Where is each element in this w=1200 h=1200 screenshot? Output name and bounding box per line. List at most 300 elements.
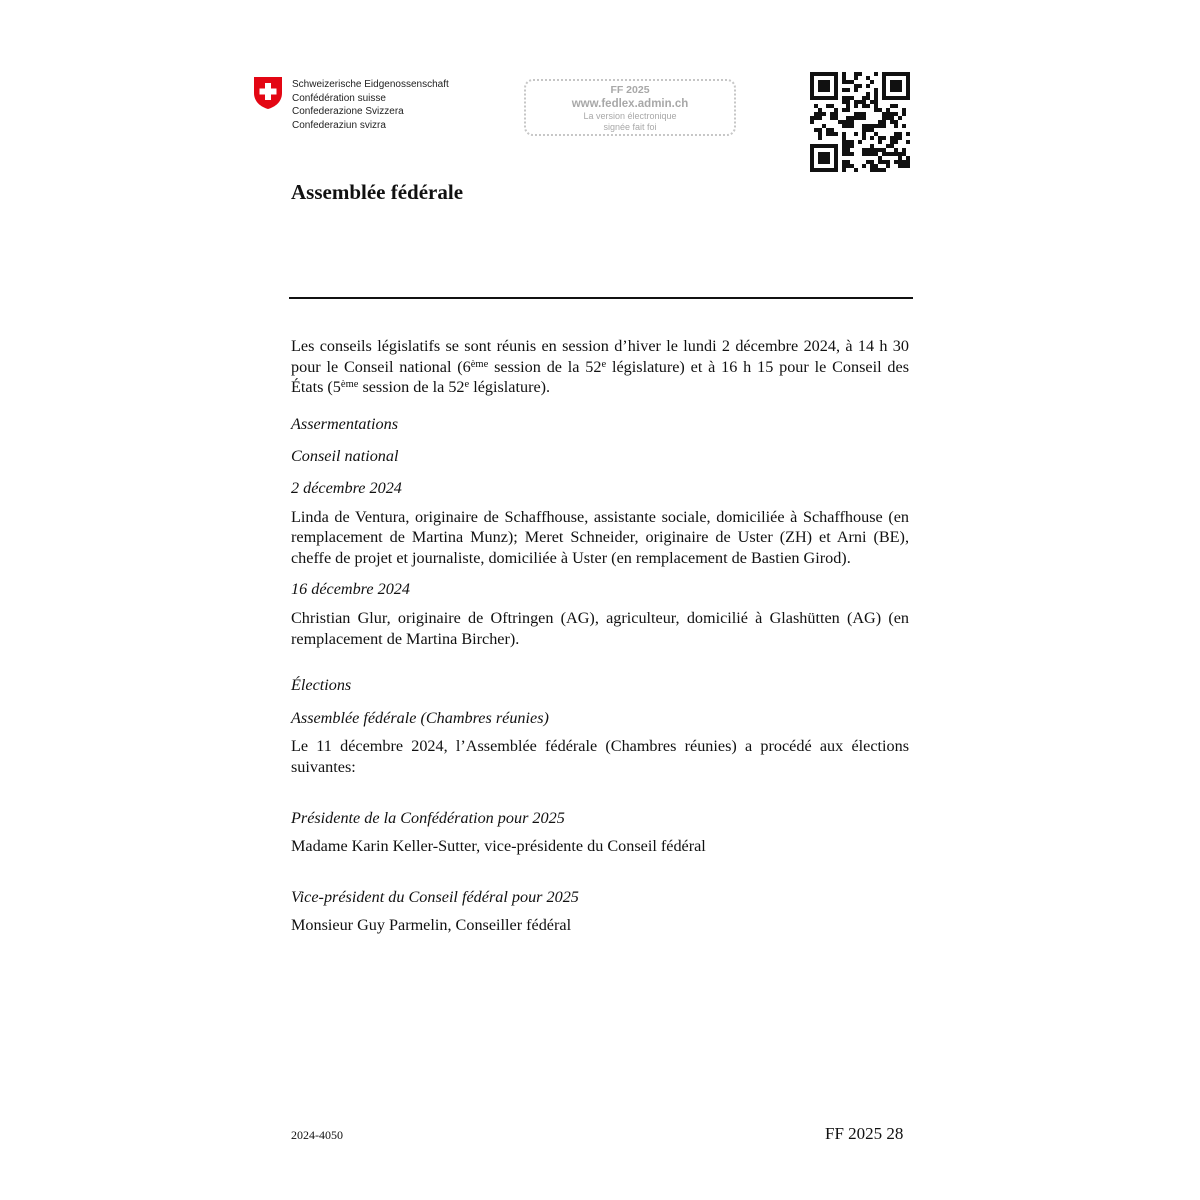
qr-module <box>874 152 878 156</box>
qr-module <box>814 72 818 76</box>
election-person: Monsieur Guy Parmelin, Conseiller fédéral <box>291 916 572 935</box>
qr-module <box>822 160 826 164</box>
qr-module <box>862 148 866 152</box>
qr-module <box>826 128 830 132</box>
qr-module <box>846 124 850 128</box>
qr-module <box>814 144 818 148</box>
qr-module <box>810 88 814 92</box>
qr-module <box>906 92 910 96</box>
qr-module <box>810 80 814 84</box>
qr-module <box>842 132 846 136</box>
elections-paragraph: Le 11 décembre 2024, l’Assemblée fédérale (Chambres réunies) a procédé aux élections suivantes: <box>291 737 909 776</box>
qr-module <box>850 124 854 128</box>
qr-module <box>822 124 826 128</box>
qr-module <box>878 160 882 164</box>
qr-module <box>882 72 886 76</box>
qr-module <box>870 148 874 152</box>
qr-module <box>866 160 870 164</box>
qr-module <box>866 128 870 132</box>
qr-module <box>894 104 898 108</box>
qr-module <box>818 156 822 160</box>
qr-module <box>878 136 882 140</box>
qr-module <box>826 80 830 84</box>
intro-sup-4: e <box>464 379 470 391</box>
qr-module <box>826 168 830 172</box>
qr-module <box>810 168 814 172</box>
qr-module <box>854 100 858 104</box>
qr-module <box>886 160 890 164</box>
qr-module <box>854 104 858 108</box>
qr-module <box>890 144 894 148</box>
qr-module <box>862 136 866 140</box>
qr-module <box>818 88 822 92</box>
qr-module <box>878 120 882 124</box>
qr-module <box>878 124 882 128</box>
qr-module <box>890 88 894 92</box>
qr-module <box>906 84 910 88</box>
federation-name-de: Schweizerische Eidgenossenschaft <box>292 79 449 90</box>
qr-module <box>870 124 874 128</box>
intro-paragraph <box>291 336 909 398</box>
elections-body-heading: Assemblée fédérale (Chambres réunies) <box>291 708 549 727</box>
qr-module <box>894 84 898 88</box>
qr-module <box>874 104 878 108</box>
qr-module <box>846 140 850 144</box>
section-heading-swearing-in: Assermentations <box>291 414 399 433</box>
qr-module <box>850 144 854 148</box>
qr-module <box>854 168 858 172</box>
qr-module <box>882 96 886 100</box>
qr-module <box>886 112 890 116</box>
qr-module <box>822 144 826 148</box>
qr-module <box>814 104 818 108</box>
qr-module <box>874 96 878 100</box>
qr-module <box>818 112 822 116</box>
stamp-note-2: signée fait foi <box>603 122 657 132</box>
qr-module <box>894 80 898 84</box>
qr-module <box>862 124 866 128</box>
qr-module <box>898 116 902 120</box>
qr-module <box>898 136 902 140</box>
qr-module <box>826 88 830 92</box>
qr-module <box>886 72 890 76</box>
qr-module <box>814 112 818 116</box>
qr-module <box>894 136 898 140</box>
qr-module <box>810 148 814 152</box>
qr-module <box>898 88 902 92</box>
stamp-url: www.fedlex.admin.ch <box>571 98 689 110</box>
qr-module <box>874 132 878 136</box>
electronic-signature-stamp <box>524 79 736 136</box>
qr-module <box>854 132 858 136</box>
qr-module <box>842 120 846 124</box>
qr-module <box>834 156 838 160</box>
qr-module <box>898 164 902 168</box>
qr-module <box>890 152 894 156</box>
qr-module <box>834 152 838 156</box>
qr-module <box>878 140 882 144</box>
qr-module <box>822 84 826 88</box>
qr-module <box>866 152 870 156</box>
qr-module <box>866 104 870 108</box>
qr-module <box>886 116 890 120</box>
qr-module <box>834 96 838 100</box>
qr-module <box>826 156 830 160</box>
qr-module <box>842 88 846 92</box>
qr-module <box>838 120 842 124</box>
intro-text-3: législature) et à 16 h 15 pour le Conseil des États (5 <box>291 357 909 397</box>
qr-module <box>826 152 830 156</box>
qr-module <box>862 104 866 108</box>
qr-module <box>874 72 878 76</box>
qr-module <box>846 116 850 120</box>
qr-module <box>826 84 830 88</box>
qr-module <box>850 96 854 100</box>
qr-module <box>834 88 838 92</box>
intro-sup-3: ème <box>340 379 359 391</box>
qr-module <box>818 116 822 120</box>
qr-module <box>870 100 874 104</box>
qr-module <box>906 76 910 80</box>
qr-module <box>862 112 866 116</box>
qr-module <box>834 76 838 80</box>
qr-module <box>878 156 882 160</box>
qr-module <box>874 164 878 168</box>
qr-module <box>846 160 850 164</box>
federation-names <box>292 78 449 132</box>
qr-module <box>898 84 902 88</box>
qr-module <box>834 148 838 152</box>
qr-module <box>894 140 898 144</box>
qr-module <box>906 72 910 76</box>
qr-module <box>886 144 890 148</box>
qr-module <box>882 88 886 92</box>
qr-module <box>810 76 814 80</box>
qr-module <box>894 72 898 76</box>
qr-module <box>898 132 902 136</box>
qr-module <box>822 156 826 160</box>
qr-module <box>830 96 834 100</box>
qr-module <box>874 108 878 112</box>
qr-module <box>830 112 834 116</box>
qr-module <box>846 80 850 84</box>
qr-module <box>886 108 890 112</box>
qr-module <box>902 112 906 116</box>
qr-module <box>862 128 866 132</box>
qr-module <box>842 140 846 144</box>
qr-module <box>866 148 870 152</box>
qr-module <box>854 72 858 76</box>
qr-module <box>854 76 858 80</box>
qr-module <box>882 116 886 120</box>
qr-module <box>850 140 854 144</box>
qr-module <box>810 164 814 168</box>
qr-module <box>858 140 862 144</box>
qr-module <box>846 148 850 152</box>
qr-module <box>818 128 822 132</box>
qr-module <box>862 164 866 168</box>
intro-text-2: session de la 52 <box>488 357 602 376</box>
qr-module <box>846 144 850 148</box>
qr-module <box>890 116 894 120</box>
qr-code-icon <box>810 72 910 172</box>
qr-module <box>902 148 906 152</box>
qr-module <box>822 72 826 76</box>
qr-module <box>902 72 906 76</box>
qr-module <box>870 144 874 148</box>
date-heading: 16 décembre 2024 <box>291 580 410 599</box>
intro-sup-1: ème <box>470 358 489 370</box>
intro-text-4: session de la 52 <box>358 378 465 397</box>
qr-module <box>862 96 866 100</box>
qr-module <box>874 88 878 92</box>
qr-module <box>890 140 894 144</box>
qr-module <box>810 120 814 124</box>
qr-module <box>826 144 830 148</box>
qr-module <box>866 96 870 100</box>
qr-module <box>846 100 850 104</box>
qr-module <box>826 96 830 100</box>
qr-module <box>870 80 874 84</box>
qr-module <box>886 96 890 100</box>
qr-module <box>822 88 826 92</box>
qr-module <box>842 124 846 128</box>
qr-module <box>842 72 846 76</box>
qr-module <box>858 72 862 76</box>
qr-module <box>850 120 854 124</box>
qr-module <box>870 160 874 164</box>
qr-module <box>830 144 834 148</box>
qr-module <box>866 124 870 128</box>
qr-module <box>870 136 874 140</box>
qr-module <box>842 96 846 100</box>
qr-module <box>834 116 838 120</box>
qr-module <box>866 92 870 96</box>
qr-module <box>854 84 858 88</box>
qr-module <box>874 168 878 172</box>
qr-module <box>842 108 846 112</box>
qr-module <box>810 84 814 88</box>
qr-module <box>906 96 910 100</box>
qr-module <box>874 148 878 152</box>
swearing-in-paragraph: Linda de Ventura, originaire de Schaffhouse, assistante sociale, domiciliée à Schaffhouse (en remplacement de Martina Munz); Meret Schneider, originaire de Uster (ZH) et Arni (BE), cheffe de projet et journaliste, domiciliée à Uster (en remplacement de Bastien Girod). <box>291 507 909 567</box>
qr-module <box>854 112 858 116</box>
qr-module <box>882 112 886 116</box>
qr-module <box>858 100 862 104</box>
qr-module <box>826 132 830 136</box>
swearing-in-paragraph: Christian Glur, originaire de Oftringen (AG), agriculteur, domicilié à Glashütten (AG) (en remplacement de Martina Bircher). <box>291 608 909 648</box>
qr-module <box>810 96 814 100</box>
qr-module <box>834 112 838 116</box>
qr-module <box>830 132 834 136</box>
intro-sup-2: e <box>601 358 607 370</box>
qr-module <box>870 128 874 132</box>
qr-module <box>810 152 814 156</box>
qr-module <box>890 96 894 100</box>
qr-module <box>814 128 818 132</box>
qr-module <box>882 148 886 152</box>
election-person: Madame Karin Keller-Sutter, vice-présidente du Conseil fédéral <box>291 837 706 856</box>
qr-module <box>834 132 838 136</box>
swiss-cross-shield-icon <box>253 76 283 110</box>
qr-module <box>834 168 838 172</box>
qr-module <box>846 88 850 92</box>
qr-module <box>858 84 862 88</box>
qr-module <box>850 164 854 168</box>
qr-module <box>818 132 822 136</box>
qr-module <box>898 96 902 100</box>
qr-module <box>830 116 834 120</box>
qr-module <box>894 132 898 136</box>
qr-module <box>870 152 874 156</box>
qr-module <box>898 152 902 156</box>
qr-module <box>894 112 898 116</box>
qr-module <box>870 168 874 172</box>
qr-module <box>882 168 886 172</box>
federation-name-it: Confederazione Svizzera <box>292 106 404 117</box>
qr-module <box>902 164 906 168</box>
qr-module <box>890 84 894 88</box>
qr-module <box>834 144 838 148</box>
qr-module <box>894 120 898 124</box>
qr-module <box>894 96 898 100</box>
qr-module <box>886 164 890 168</box>
header-divider <box>289 297 913 299</box>
qr-module <box>834 108 838 112</box>
qr-module <box>882 84 886 88</box>
qr-module <box>898 72 902 76</box>
qr-module <box>814 116 818 120</box>
qr-module <box>894 152 898 156</box>
qr-module <box>846 120 850 124</box>
qr-module <box>822 80 826 84</box>
qr-module <box>842 76 846 80</box>
qr-module <box>842 80 846 84</box>
qr-module <box>818 160 822 164</box>
qr-module <box>810 116 814 120</box>
qr-module <box>834 92 838 96</box>
qr-module <box>814 96 818 100</box>
qr-module <box>882 76 886 80</box>
authority-title: Assemblée fédérale <box>291 180 464 204</box>
qr-module <box>866 76 870 80</box>
qr-module <box>902 160 906 164</box>
qr-module <box>882 120 886 124</box>
qr-module <box>890 112 894 116</box>
qr-module <box>894 124 898 128</box>
qr-module <box>810 72 814 76</box>
qr-module <box>890 120 894 124</box>
qr-module <box>822 96 826 100</box>
document-number: 2024-4050 <box>291 1128 343 1142</box>
date-heading: 2 décembre 2024 <box>291 478 402 497</box>
qr-module <box>822 112 826 116</box>
qr-module <box>906 160 910 164</box>
qr-module <box>902 108 906 112</box>
qr-module <box>846 108 850 112</box>
qr-module <box>830 104 834 108</box>
qr-module <box>818 152 822 156</box>
election-title: Présidente de la Confédération pour 2025 <box>291 808 565 827</box>
document-body <box>291 336 909 936</box>
qr-module <box>898 80 902 84</box>
qr-module <box>818 80 822 84</box>
qr-module <box>890 72 894 76</box>
qr-module <box>818 144 822 148</box>
qr-module <box>906 140 910 144</box>
qr-module <box>878 148 882 152</box>
qr-module <box>842 168 846 172</box>
qr-module <box>882 92 886 96</box>
qr-module <box>906 156 910 160</box>
qr-module <box>862 116 866 120</box>
qr-module <box>818 84 822 88</box>
qr-module <box>846 96 850 100</box>
qr-module <box>862 152 866 156</box>
qr-module <box>886 152 890 156</box>
qr-module <box>834 160 838 164</box>
qr-module <box>826 72 830 76</box>
qr-module <box>874 92 878 96</box>
qr-module <box>846 104 850 108</box>
qr-module <box>906 80 910 84</box>
stamp-reference: FF 2025 <box>610 84 650 96</box>
qr-module <box>902 96 906 100</box>
qr-module <box>894 88 898 92</box>
qr-module <box>822 152 826 156</box>
qr-module <box>890 104 894 108</box>
stamp-note-1: La version électronique <box>583 111 677 121</box>
qr-module <box>818 72 822 76</box>
qr-module <box>898 160 902 164</box>
qr-module <box>834 72 838 76</box>
qr-module <box>854 116 858 120</box>
qr-module <box>878 108 882 112</box>
qr-module <box>818 136 822 140</box>
qr-module <box>898 156 902 160</box>
qr-module <box>842 152 846 156</box>
qr-module <box>870 164 874 168</box>
qr-module <box>810 156 814 160</box>
qr-module <box>842 100 846 104</box>
qr-module <box>834 164 838 168</box>
qr-module <box>818 168 822 172</box>
qr-module <box>850 80 854 84</box>
council-heading: Conseil national <box>291 447 399 466</box>
qr-module <box>866 84 870 88</box>
qr-module <box>842 160 846 164</box>
federation-name-fr: Confédération suisse <box>292 92 386 104</box>
qr-module <box>862 100 866 104</box>
qr-module <box>830 168 834 172</box>
qr-module <box>906 164 910 168</box>
qr-module <box>822 168 826 172</box>
qr-module <box>830 72 834 76</box>
qr-module <box>826 160 830 164</box>
qr-module <box>890 80 894 84</box>
federation-name-rm: Confederaziun svizra <box>292 119 386 131</box>
qr-module <box>878 168 882 172</box>
qr-module <box>874 124 878 128</box>
qr-module <box>826 104 830 108</box>
qr-module <box>850 152 854 156</box>
qr-module <box>854 88 858 92</box>
qr-module <box>842 148 846 152</box>
qr-module <box>882 124 886 128</box>
intro-text-1: Les conseils législatifs se sont réunis en session d’hiver le lundi 2 décembre 2024, à 14 h 30 pour le Conseil national (6 <box>291 337 909 376</box>
qr-module <box>846 164 850 168</box>
qr-module <box>850 116 854 120</box>
